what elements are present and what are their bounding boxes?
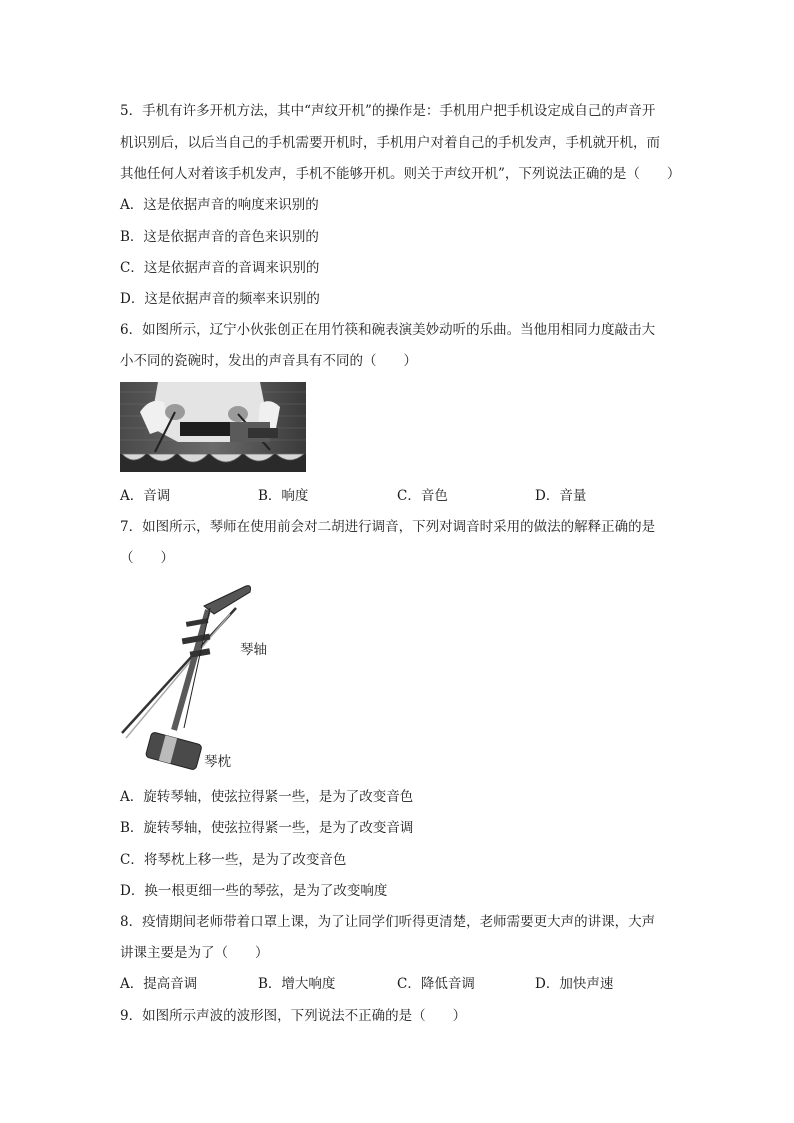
- q8-option-a: A．提高音调: [120, 976, 198, 992]
- q6-option-d: D．音量: [535, 488, 587, 504]
- q7-stem-line-1: 7．如图所示，琴师在使用前会对二胡进行调音，下列对调音时采用的做法的解释正确的是: [120, 519, 656, 535]
- q5-stem-line-1: 5．手机有许多开机方法，其中“声纹开机”的操作是：手机用户把手机设定成自己的声音开: [120, 103, 656, 119]
- q9-stem-line-1: 9．如图所示声波的波形图，下列说法不正确的是（ ）: [120, 1008, 467, 1024]
- erhu-pillow-label: 琴枕: [204, 754, 231, 770]
- q6-option-b: B．响度: [258, 488, 309, 504]
- q5-option-d: D．这是依据声音的频率来识别的: [120, 291, 320, 307]
- q5-option-a: A．这是依据声音的响度来识别的: [120, 197, 319, 213]
- q7-option-c: C．将琴枕上移一些，是为了改变音色: [120, 852, 347, 868]
- erhu-diagram: [118, 578, 288, 778]
- q8-option-d: D．加快声速: [535, 976, 614, 992]
- q6-option-c: C．音色: [397, 488, 448, 504]
- q6-stem-line-1: 6．如图所示，辽宁小伙张创正在用竹筷和碗表演美妙动听的乐曲。当他用相同力度敲击大: [120, 322, 656, 338]
- q7-option-d: D．换一根更细一些的琴弦，是为了改变响度: [120, 883, 388, 899]
- erhu-peg-label: 琴轴: [240, 642, 267, 658]
- q5-stem-line-2: 机识别后，以后当自己的手机需要开机时，手机用户对着自己的手机发声，手机就开机，而: [120, 135, 660, 151]
- q7-stem-line-2: （ ）: [120, 550, 174, 566]
- q5-option-c: C．这是依据声音的音调来识别的: [120, 260, 320, 276]
- bowl-performance-photo: [120, 382, 306, 472]
- q6-stem-line-2: 小不同的瓷碗时，发出的声音具有不同的（ ）: [120, 353, 417, 369]
- q8-option-c: C．降低音调: [397, 976, 475, 992]
- q5-stem-line-3: 其他任何人对着该手机发声，手机不能够开机。则关于声纹开机”，下列说法正确的是（ ）: [120, 166, 681, 182]
- q8-option-b: B．增大响度: [258, 976, 336, 992]
- q6-option-a: A．音调: [120, 488, 171, 504]
- q8-stem-line-1: 8．疫情期间老师带着口罩上课，为了让同学们听得更清楚，老师需要更大声的讲课，大声: [120, 914, 656, 930]
- q8-stem-line-2: 讲课主要是为了（ ）: [120, 945, 269, 961]
- q7-option-a: A．旋转琴轴，使弦拉得紧一些，是为了改变音色: [120, 789, 414, 805]
- q7-option-b: B．旋转琴轴，使弦拉得紧一些，是为了改变音调: [120, 820, 414, 836]
- q5-option-b: B．这是依据声音的音色来识别的: [120, 229, 319, 245]
